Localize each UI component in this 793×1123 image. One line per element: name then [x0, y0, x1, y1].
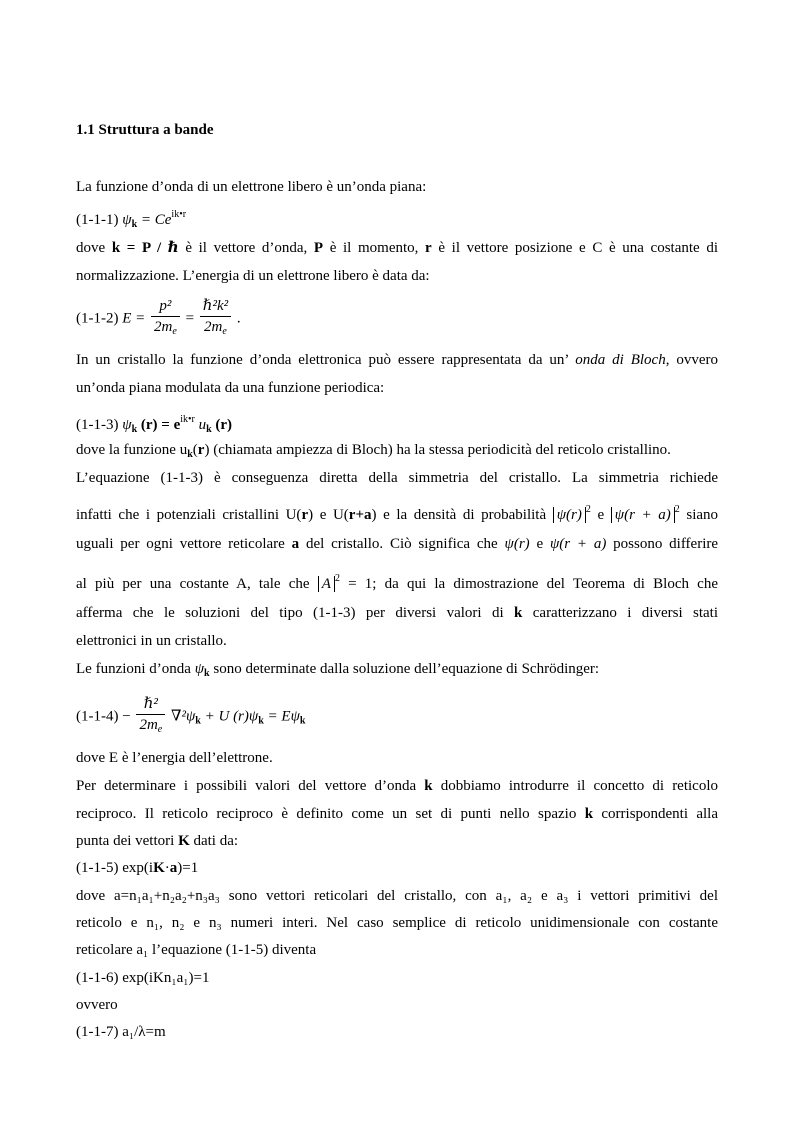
equation-1-1-2: [76, 296, 241, 342]
paragraph-line: ovvero: [76, 997, 118, 1013]
text: K: [153, 860, 165, 876]
text: ψ(r): [504, 536, 530, 552]
text: k: [584, 806, 594, 822]
text: dove la funzione u: [76, 442, 188, 458]
paragraph-line: un’onda piana modulata da una funzione periodica:: [76, 380, 385, 396]
fraction: [200, 296, 231, 342]
text: è il vettore d’onda,: [185, 240, 308, 256]
text: ψ: [194, 661, 205, 677]
text: 2m: [204, 319, 223, 335]
fraction: [151, 296, 180, 342]
text: uguali per ogni vettore reticolare: [76, 536, 285, 552]
paragraph-line: dove a=n₁a₁+n₂a₂+n₃a₃ sono vettori reticolari del cristallo, con a₁, a₂ e a₃ i vettori primitivi del: [76, 888, 718, 904]
text: del cristallo. Ciò significa che: [305, 536, 498, 552]
subscript: k: [131, 424, 138, 435]
subscript: k: [299, 715, 306, 727]
paragraph-line: dove E è l’energia dell’elettrone.: [76, 750, 273, 766]
text: è il vettore posizione e C è una costante di: [438, 240, 719, 256]
paragraph-line: [76, 534, 718, 554]
text: =: [185, 310, 195, 327]
denominator: [136, 715, 165, 740]
paragraph-line: al più per una costante A, tale che A $^2$ = 1; da qui la dimostrazione del Teorema di Bloch che: [76, 573, 719, 592]
exponent: ik•r: [171, 209, 187, 220]
paragraph-line: normalizzazione. L’energia di un elettrone libero è data da:: [76, 268, 430, 284]
equation-1-1-3: [76, 410, 232, 440]
text: al più per una costante A, tale che: [76, 576, 310, 592]
paragraph-line: [76, 659, 599, 684]
denominator: [200, 317, 231, 342]
subscript: k: [204, 668, 210, 679]
text: K: [178, 833, 190, 849]
abs-expression: ψ(r + a): [611, 507, 675, 523]
paragraph-line: reticolare a₁ l’equazione (1-1-5) diventa: [76, 942, 317, 958]
text: + U (r)ψ: [204, 708, 259, 725]
text: E =: [122, 310, 146, 327]
text: (r) = e: [140, 417, 181, 433]
text: k: [424, 778, 433, 794]
text: (: [192, 442, 198, 458]
equation-1-1-5: [76, 858, 198, 878]
equation-label: (1-1-2): [76, 310, 119, 327]
text: Per determinare i possibili valori del vettore d’onda: [76, 778, 417, 794]
text: siano: [686, 507, 719, 523]
subscript: e: [172, 326, 177, 337]
text: k: [514, 605, 523, 621]
paragraph-line: [76, 603, 718, 623]
text: r: [425, 240, 432, 256]
equation-label: (1-1-1): [76, 212, 119, 228]
text: onda di Bloch: [575, 352, 666, 368]
text: sono determinate dalla soluzione dell’equazione di Schrödinger:: [213, 661, 600, 677]
paragraph-line: [76, 350, 718, 370]
fraction: [136, 694, 165, 740]
text: ψ: [122, 417, 132, 433]
text: ·: [164, 860, 170, 876]
numerator: ℏ²: [136, 694, 165, 715]
exponent: ik•r: [180, 414, 195, 425]
text: Le funzioni d’onda: [76, 661, 191, 677]
paragraph-line: reticolo e n₁, n₂ e n₃ numeri interi. Nel caso semplice di reticolo unidimensionale con costante: [76, 915, 718, 931]
subscript: k: [131, 219, 138, 230]
paragraph-line: L’equazione (1-1-3) è conseguenza diretta della simmetria del cristallo. La simmetria richiede: [76, 470, 718, 486]
text: dove: [76, 240, 106, 256]
equation-1-1-1: [76, 205, 186, 235]
text: ψ(r + a): [549, 536, 607, 552]
text: In un cristallo la funzione d’onda elettronica può essere rappresentata da un’: [76, 352, 569, 368]
text: = 1; da qui la dimostrazione del Teorema di Bloch che: [348, 576, 719, 592]
text: = Eψ: [267, 708, 300, 725]
text: corrispondenti alla: [601, 806, 719, 822]
equation-rhs: = Ce: [140, 212, 172, 228]
subscript: e: [222, 326, 227, 337]
equation-1-1-4: [76, 694, 305, 740]
subscript: k: [206, 424, 212, 435]
text: dati da:: [193, 833, 239, 849]
text: 2m: [139, 717, 158, 733]
subscript: k: [187, 449, 193, 460]
abs-expression: A: [318, 576, 335, 592]
paragraph-line: [76, 776, 718, 796]
text: k: [111, 240, 121, 256]
text: ∇²ψ: [171, 708, 196, 725]
equation-label: (1-1-4) −: [76, 708, 131, 725]
text: = P / ℏ: [126, 240, 179, 256]
text: reciproco. Il reticolo reciproco è definito come un set di punti nello spazio: [76, 806, 577, 822]
text: afferma che le soluzioni del tipo (1-1-3) per diversi valori di: [76, 605, 504, 621]
text: r+a: [348, 507, 372, 523]
text: caratterizzano i diversi stati: [532, 605, 718, 621]
text: , ovvero: [665, 352, 719, 368]
subscript: k: [258, 715, 264, 727]
equation-label: (1-1-3): [76, 417, 119, 433]
denominator: [151, 317, 180, 342]
section-title: 1.1 Struttura a bande: [76, 122, 214, 138]
equation-1-1-7: (1-1-7) a₁/λ=m: [76, 1024, 166, 1040]
paragraph-line: La funzione d’onda di un elettrone libero è un’onda piana:: [76, 179, 427, 195]
text: è il momento,: [329, 240, 419, 256]
text: )=1: [177, 860, 199, 876]
paragraph-line: elettronici in un cristallo.: [76, 633, 227, 649]
text: ) e la densità di probabilità: [371, 507, 547, 523]
text: (r): [215, 417, 233, 433]
numerator: p²: [151, 296, 180, 317]
paragraph-line: [76, 238, 718, 258]
text: possono differire: [613, 536, 719, 552]
text: a: [169, 860, 178, 876]
subscript: e: [157, 724, 163, 735]
text: infatti che i potenziali cristallini U(: [76, 507, 302, 523]
text: e: [536, 536, 544, 552]
numerator: ℏ²k²: [200, 296, 231, 317]
text: 2m: [154, 319, 173, 335]
psi-symbol: ψ: [122, 212, 132, 228]
text: r: [301, 507, 309, 523]
equation-1-1-6: (1-1-6) exp(iKn₁a₁)=1: [76, 970, 210, 986]
paragraph-line: [76, 831, 238, 851]
paragraph-line: [76, 440, 671, 465]
subscript: k: [195, 715, 201, 727]
paragraph-line: infatti che i potenziali cristallini U(r) e U(r+a) e la densità di probabilità ψ(r) $^2$ e ψ(r + a) $^2$ siano: [76, 504, 719, 523]
abs-expression: ψ(r): [553, 507, 586, 523]
paragraph-line: [76, 804, 718, 824]
text: dobbiamo introdurre il concetto di reticolo: [440, 778, 719, 794]
text: .: [236, 310, 241, 327]
text: r: [197, 442, 205, 458]
text: a: [291, 536, 300, 552]
text: u: [198, 417, 207, 433]
text: ) e U(: [308, 507, 349, 523]
text: ) (chiamata ampiezza di Bloch) ha la stessa periodicità del reticolo cristallino.: [204, 442, 671, 458]
text: e: [597, 507, 605, 523]
text: punta dei vettori: [76, 833, 175, 849]
text: P: [313, 240, 324, 256]
text: (1-1-5) exp(i: [76, 860, 154, 876]
